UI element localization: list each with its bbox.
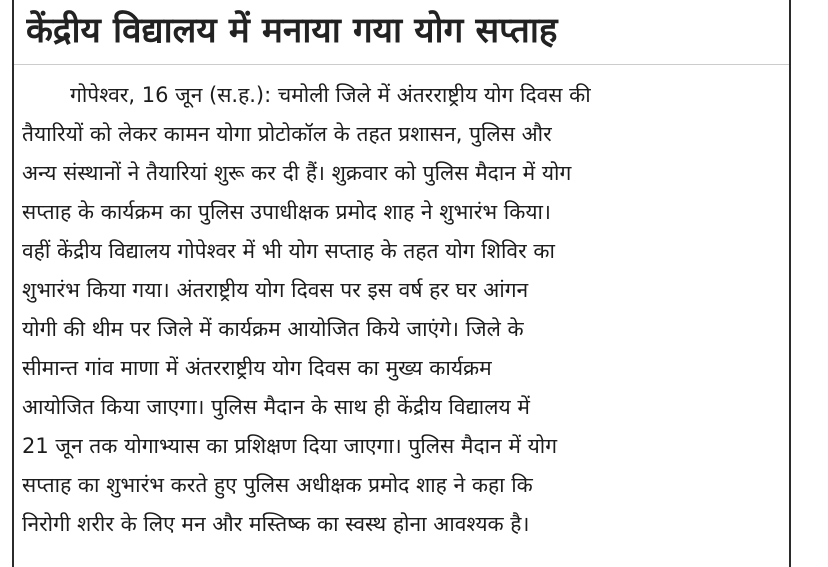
article-headline: केंद्रीय विद्यालय में मनाया गया योग सप्ताह <box>26 11 558 51</box>
article-line: तैयारियों को लेकर कामन योगा प्रोटोकॉल के तहत प्रशासन, पुलिस और <box>22 122 552 146</box>
article-line: सीमान्त गांव माणा में अंतरराष्ट्रीय योग दिवस का मुख्य कार्यक्रम <box>22 356 492 380</box>
article-line: निरोगी शरीर के लिए मन और मस्तिष्क का स्वस्थ होना आवश्यक है। <box>22 512 530 536</box>
left-column-rule <box>12 0 14 567</box>
article-line: गोपेश्वर, 16 जून (स.ह.): चमोली जिले में अंतरराष्ट्रीय योग दिवस की <box>70 83 591 107</box>
article-line: योगी की थीम पर जिले में कार्यक्रम आयोजित किये जाएंगे। जिले के <box>22 317 524 341</box>
article-line: आयोजित किया जाएगा। पुलिस मैदान के साथ ही केंद्रीय विद्यालय में <box>22 395 530 419</box>
right-column-rule <box>789 0 791 567</box>
article-line: वहीं केंद्रीय विद्यालय गोपेश्वर में भी योग सप्ताह के तहत योग शिविर का <box>22 239 555 263</box>
article-line: सप्ताह के कार्यक्रम का पुलिस उपाधीक्षक प्रमोद शाह ने शुभारंभ किया। <box>22 200 551 224</box>
article-body <box>22 76 788 544</box>
article-line: शुभारंभ किया गया। अंतराष्ट्रीय योग दिवस पर इस वर्ष हर घर आंगन <box>22 278 529 302</box>
article-line: सप्ताह का शुभारंभ करते हुए पुलिस अधीक्षक प्रमोद शाह ने कहा कि <box>22 473 533 497</box>
article-line: 21 जून तक योगाभ्यास का प्रशिक्षण दिया जाएगा। पुलिस मैदान में योग <box>22 434 558 458</box>
headline-divider <box>14 64 789 65</box>
article-line: अन्य संस्थानों ने तैयारियां शुरू कर दी हैं। शुक्रवार को पुलिस मैदान में योग <box>22 161 572 185</box>
